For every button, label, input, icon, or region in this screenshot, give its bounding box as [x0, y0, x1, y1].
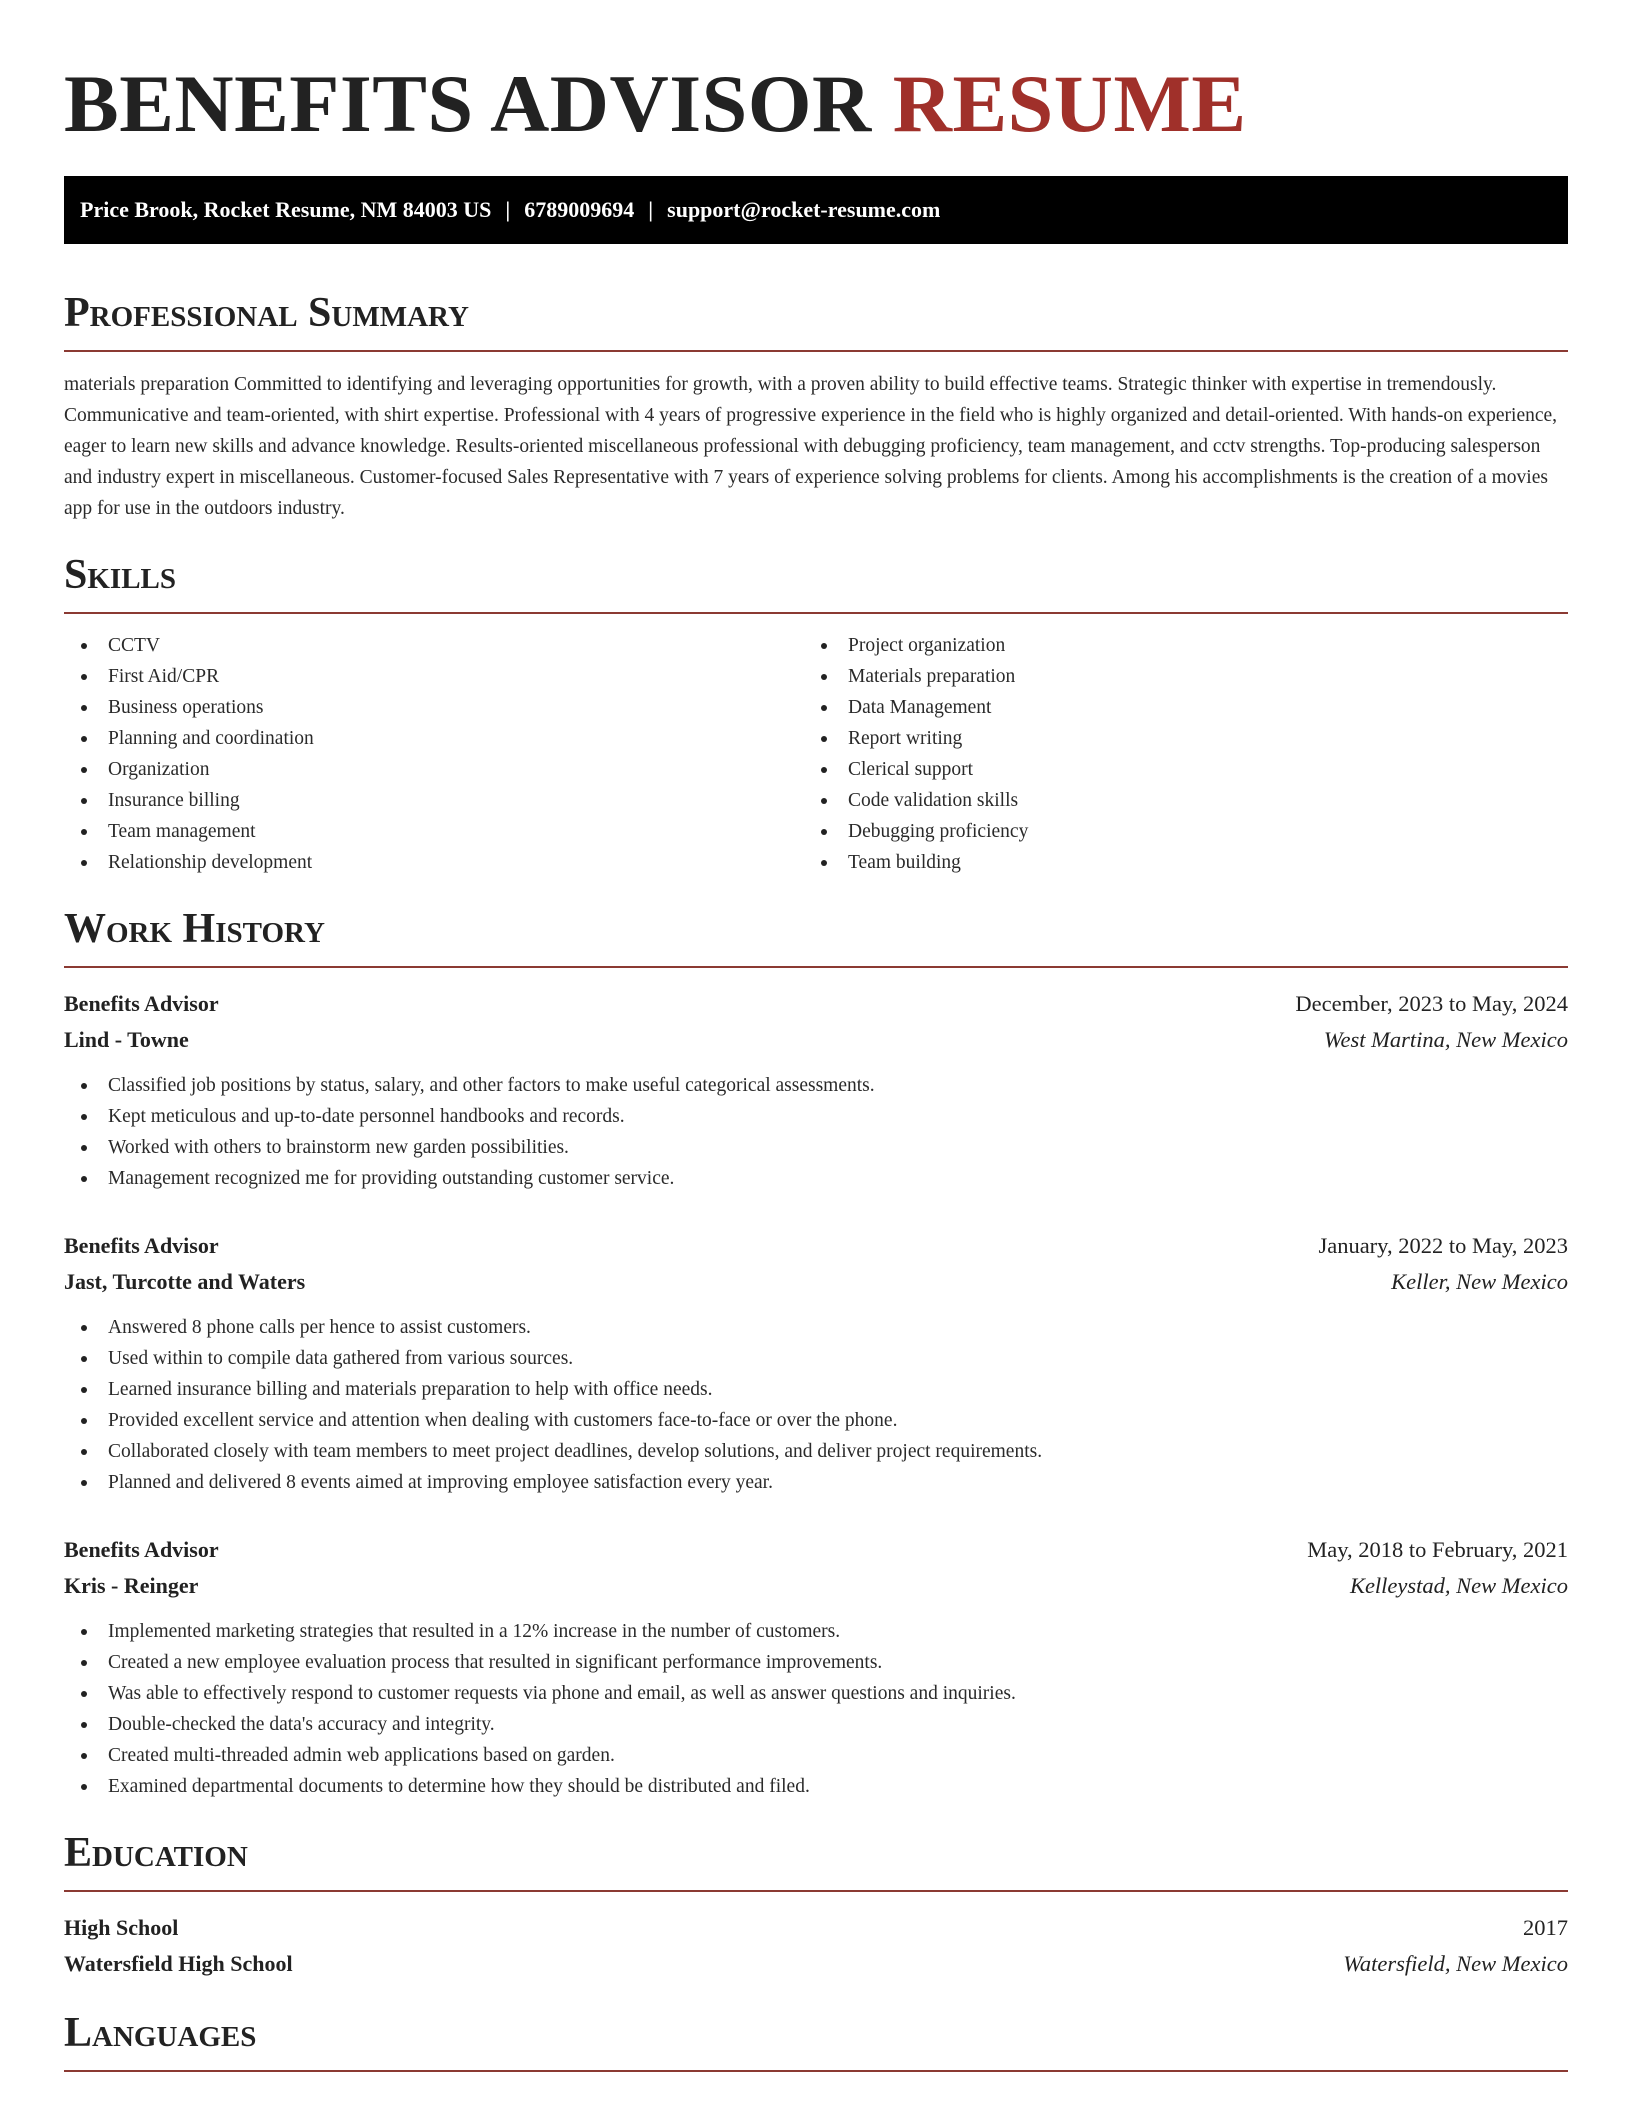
skill-item: Insurance billing: [64, 785, 804, 816]
resume-page: [64, 0, 1568, 2072]
skill-item: Team building: [804, 847, 1544, 878]
education-degree-row: [64, 1910, 1568, 1946]
skills-list: [64, 630, 1568, 878]
job-bullet: Management recognized me for providing outstanding customer service.: [64, 1163, 1568, 1194]
job-company-row: [64, 1568, 1568, 1604]
job-bullet: Collaborated closely with team members to meet project deadlines, develop solutions, and deliver project requirements.: [64, 1436, 1568, 1467]
job-bullets: [64, 1070, 1568, 1194]
job-location: Keller, New Mexico: [1391, 1269, 1568, 1294]
job-company: Kris - Reinger: [64, 1573, 199, 1598]
section-heading-work-history: Work History: [64, 904, 1568, 968]
section-heading-education: Education: [64, 1828, 1568, 1892]
summary-text: materials preparation Committed to identifying and leveraging opportunities for growth, with a proven ability to build effective teams. Strategic thinker with expertise in tremendously. Communicative and team-oriented, with shirt expertise. Professional with 4 years of progressive experience in the field who is highly organized and detail-oriented. With hands-on experience, eager to learn new skills and advance knowledge. Results-oriented miscellaneous professional with debugging proficiency, team management, and cctv strengths. Top-producing salesperson and industry expert in miscellaneous. Customer-focused Sales Representative with 7 years of experience solving problems for clients. Among his accomplishments is the creation of a movies app for use in the outdoors industry.: [64, 374, 1558, 519]
skill-item: Planning and coordination: [64, 723, 804, 754]
job-dates: December, 2023 to May, 2024: [1295, 991, 1568, 1016]
skill-item: Code validation skills: [804, 785, 1544, 816]
education-entry: [64, 1910, 1568, 1982]
job-company-row: [64, 1022, 1568, 1058]
job-dates: January, 2022 to May, 2023: [1318, 1233, 1568, 1258]
skill-item: Relationship development: [64, 847, 804, 878]
job-bullet: Planned and delivered 8 events aimed at improving employee satisfaction every year.: [64, 1467, 1568, 1498]
job-title-row: [64, 1532, 1568, 1568]
education-school: Watersfield High School: [64, 1951, 293, 1976]
job-bullet: Created a new employee evaluation process that resulted in significant performance improvements.: [64, 1647, 1568, 1678]
job-title-row: [64, 1228, 1568, 1264]
job-bullet: Learned insurance billing and materials preparation to help with office needs.: [64, 1374, 1568, 1405]
job-entry: [64, 1228, 1568, 1498]
section-heading-skills: Skills: [64, 550, 1568, 614]
job-bullet: Answered 8 phone calls per hence to assist customers.: [64, 1312, 1568, 1343]
job-bullet: Kept meticulous and up-to-date personnel handbooks and records.: [64, 1101, 1568, 1132]
contact-separator: |: [505, 197, 511, 222]
job-bullet: Examined departmental documents to determine how they should be distributed and filed.: [64, 1771, 1568, 1802]
skill-item: CCTV: [64, 630, 804, 661]
job-location: West Martina, New Mexico: [1323, 1027, 1568, 1052]
job-title-row: [64, 986, 1568, 1022]
skill-item: Debugging proficiency: [804, 816, 1544, 847]
education-degree: High School: [64, 1915, 179, 1940]
skill-item: Organization: [64, 754, 804, 785]
job-bullet: Was able to effectively respond to customer requests via phone and email, as well as answer questions and inquiries.: [64, 1678, 1568, 1709]
education-year: 2017: [1523, 1915, 1568, 1940]
skill-item: Report writing: [804, 723, 1544, 754]
skill-item: Team management: [64, 816, 804, 847]
job-company-row: [64, 1264, 1568, 1300]
skills-column-right: [804, 630, 1544, 878]
skill-item: Data Management: [804, 692, 1544, 723]
education-school-row: [64, 1946, 1568, 1982]
skill-item: Project organization: [804, 630, 1544, 661]
job-title: Benefits Advisor: [64, 1537, 219, 1562]
job-title: Benefits Advisor: [64, 991, 219, 1016]
job-location: Kelleystad, New Mexico: [1349, 1573, 1568, 1598]
contact-phone[interactable]: 6789009694: [524, 197, 635, 222]
skills-column-left: [64, 630, 804, 878]
job-bullet: Worked with others to brainstorm new garden possibilities.: [64, 1132, 1568, 1163]
job-bullet: Classified job positions by status, salary, and other factors to make useful categorical assessments.: [64, 1070, 1568, 1101]
job-title: Benefits Advisor: [64, 1233, 219, 1258]
contact-bar: [64, 176, 1568, 244]
job-dates: May, 2018 to February, 2021: [1307, 1537, 1568, 1562]
section-heading-languages: Languages: [64, 2008, 1568, 2072]
contact-address: Price Brook, Rocket Resume, NM 84003 US: [80, 197, 492, 222]
title-accent: RESUME: [892, 58, 1247, 149]
job-bullet: Double-checked the data's accuracy and integrity.: [64, 1709, 1568, 1740]
job-company: Lind - Towne: [64, 1027, 189, 1052]
section-heading-summary: Professional Summary: [64, 288, 1568, 352]
job-bullet: Provided excellent service and attention when dealing with customers face-to-face or over the phone.: [64, 1405, 1568, 1436]
skill-item: Materials preparation: [804, 661, 1544, 692]
title-main: BENEFITS ADVISOR: [64, 58, 872, 149]
job-bullets: [64, 1616, 1568, 1802]
skill-item: Business operations: [64, 692, 804, 723]
job-company: Jast, Turcotte and Waters: [64, 1269, 306, 1294]
job-entry: [64, 986, 1568, 1194]
contact-email[interactable]: support@rocket-resume.com: [667, 197, 941, 222]
education-location: Watersfield, New Mexico: [1343, 1951, 1568, 1976]
skill-item: First Aid/CPR: [64, 661, 804, 692]
skill-item: Clerical support: [804, 754, 1544, 785]
resume-title: [64, 0, 1568, 152]
job-bullet: Used within to compile data gathered from various sources.: [64, 1343, 1568, 1374]
job-bullet: Created multi-threaded admin web applications based on garden.: [64, 1740, 1568, 1771]
job-bullet: Implemented marketing strategies that resulted in a 12% increase in the number of customers.: [64, 1616, 1568, 1647]
job-entry: [64, 1532, 1568, 1802]
job-bullets: [64, 1312, 1568, 1498]
contact-separator: |: [648, 197, 654, 222]
